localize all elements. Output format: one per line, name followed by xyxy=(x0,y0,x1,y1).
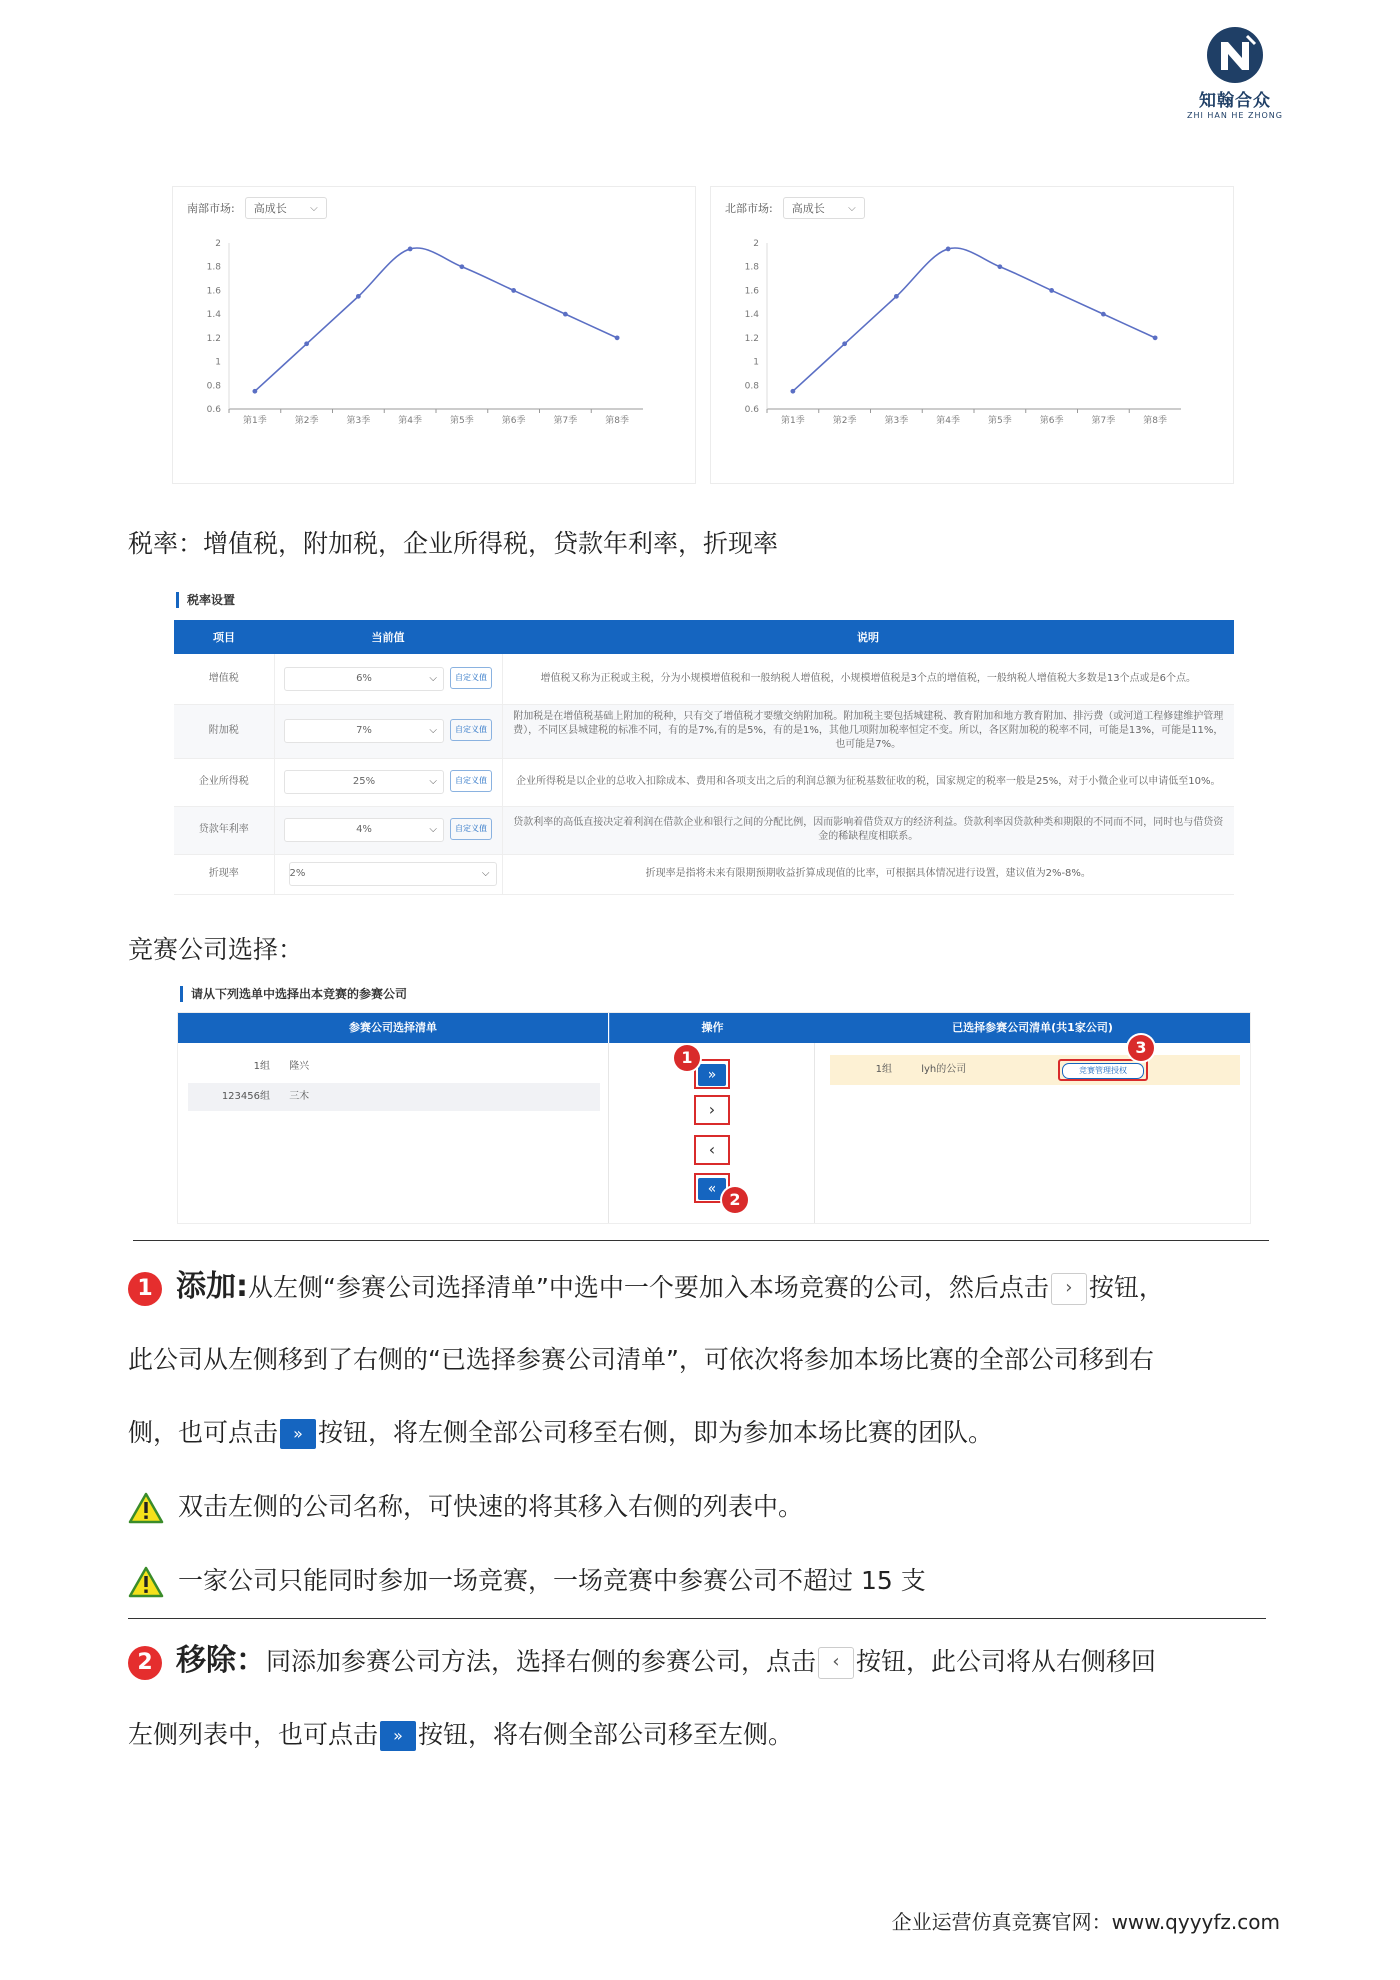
line-chart-south xyxy=(173,227,695,483)
warning-icon xyxy=(128,1492,164,1524)
data-point xyxy=(408,247,413,252)
y-tick-label: 0.6 xyxy=(206,405,221,415)
divider-rule xyxy=(128,1618,1266,1619)
col-header-value: 当前值 xyxy=(274,620,502,654)
chevron-left-icon: ‹ xyxy=(708,1140,716,1159)
select-value: 2% xyxy=(289,868,306,879)
chevron-down-icon: ⌵ xyxy=(481,868,490,879)
tax-value-select[interactable] xyxy=(284,770,444,794)
tax-name: 折现率 xyxy=(174,854,274,894)
y-tick-label: 0.8 xyxy=(744,381,759,392)
x-tick-label: 第8季 xyxy=(1143,416,1167,426)
select-value: 4% xyxy=(356,824,372,835)
y-tick-label: 1.4 xyxy=(744,310,759,321)
select-value: 高成长 xyxy=(791,202,825,215)
chart-panel-north xyxy=(710,186,1234,484)
tip-text: 双击左侧的公司名称，可快速的将其移入右侧的列表中。 xyxy=(178,1492,804,1521)
add-all-button[interactable] xyxy=(694,1059,730,1089)
select-value: 6% xyxy=(356,672,372,684)
chevron-left-icon: ‹ xyxy=(818,1647,854,1679)
add-text: 从左侧“参赛公司选择清单”中选中一个要加入本场竞赛的公司，然后点击 xyxy=(248,1273,1049,1302)
y-tick-label: 1.4 xyxy=(206,310,221,321)
data-point xyxy=(304,341,309,346)
series-line xyxy=(255,248,617,391)
remove-text: 按钮，将右侧全部公司移至左侧。 xyxy=(418,1720,794,1749)
x-tick-label: 第6季 xyxy=(501,416,526,426)
company-name: 三木 xyxy=(289,1091,310,1102)
tax-desc: 贷款利率的高低直接决定着利润在借款企业和银行之间的分配比例，因而影响着借贷双方的经济利益。贷款利率因贷款种类和期限的不同而不同，同时也与借贷资金的稀缺程度相联系。 xyxy=(502,806,1234,854)
remove-text: 按钮，此公司将从右侧移回 xyxy=(856,1647,1157,1676)
col-header-actions: 操作 xyxy=(609,1013,816,1043)
company-group: 123456组 xyxy=(221,1091,270,1102)
x-tick-label: 第8季 xyxy=(605,416,629,426)
tax-panel-title: 税率设置 xyxy=(176,592,235,608)
tip-item xyxy=(128,1566,926,1598)
market-filter xyxy=(187,197,327,219)
company-group: 1组 xyxy=(253,1061,270,1072)
chevron-down-icon: ⌵ xyxy=(310,203,318,214)
grant-management-label: 竞赛管理授权 xyxy=(1062,1063,1144,1079)
tax-name: 增值税 xyxy=(174,654,274,704)
col-header-desc: 说明 xyxy=(502,620,1234,654)
tip-text: 一家公司只能同时参加一场竞赛，一场竞赛中参赛公司不超过 15 支 xyxy=(178,1566,926,1595)
tax-desc: 增值税又称为正税或主税，分为小规模增值税和一般纳税人增值税，小规模增值税是3个点的增值税，一般纳税人增值税大多数是13个点或是6个点。 xyxy=(502,654,1234,704)
custom-value-button[interactable]: 自定义值 xyxy=(450,770,492,792)
company-name: 隆兴 xyxy=(289,1061,310,1072)
data-point xyxy=(459,264,464,269)
chevron-right-icon: › xyxy=(1051,1273,1087,1305)
data-point xyxy=(894,294,899,299)
x-tick-label: 第2季 xyxy=(832,416,857,426)
y-tick-label: 1.8 xyxy=(206,262,221,273)
tax-value-select[interactable] xyxy=(284,667,444,691)
remove-text: 同添加参赛公司方法，选择右侧的参赛公司，点击 xyxy=(266,1647,817,1676)
tax-name: 贷款年利率 xyxy=(174,806,274,854)
double-chevron-right-icon: » xyxy=(280,1419,316,1449)
tax-desc: 折现率是指将未来有限期预期收益折算成现值的比率，可根据具体情况进行设置，建议值为2%-8%。 xyxy=(502,854,1234,894)
data-point xyxy=(1101,312,1106,317)
y-tick-label: 1 xyxy=(215,357,221,368)
add-text: 按钮，将左侧全部公司移至右侧，即为参加本场比赛的团队。 xyxy=(318,1418,994,1447)
heading-tax: 税率：增值税，附加税，企业所得税，贷款年利率，折现率 xyxy=(128,529,779,558)
company-panel-title: 请从下列选单中选择出本竞赛的参赛公司 xyxy=(180,986,407,1002)
heading-company: 竞赛公司选择： xyxy=(128,935,304,964)
col-header-item: 项目 xyxy=(174,620,274,654)
add-button[interactable] xyxy=(694,1095,730,1125)
data-point xyxy=(356,294,361,299)
tax-desc: 企业所得税是以企业的总收入扣除成本、费用和各项支出之后的利润总额为征税基数征收的税，国家规定的税率一般是25%，对于小微企业可以申请低至10%。 xyxy=(502,758,1234,806)
x-tick-label: 第4季 xyxy=(936,416,960,426)
company-selector xyxy=(177,1012,1251,1224)
y-tick-label: 1.8 xyxy=(744,262,759,273)
company-logo xyxy=(1180,26,1290,126)
data-point xyxy=(252,389,257,394)
list-item[interactable] xyxy=(188,1053,600,1081)
x-tick-label: 第6季 xyxy=(1039,416,1064,426)
y-tick-label: 1.2 xyxy=(744,333,759,344)
chevron-down-icon: ⌵ xyxy=(848,203,856,214)
data-point xyxy=(615,335,620,340)
table-row xyxy=(174,758,1234,806)
x-tick-label: 第7季 xyxy=(1091,416,1116,426)
y-tick-label: 1.2 xyxy=(206,333,221,344)
grant-management-button[interactable] xyxy=(1058,1059,1148,1081)
remove-paragraph-line1 xyxy=(128,1643,1157,1680)
x-tick-label: 第5季 xyxy=(450,416,474,426)
custom-value-button[interactable]: 自定义值 xyxy=(450,667,492,689)
tax-value-select[interactable] xyxy=(284,719,444,743)
logo-text-en: ZHI HAN HE ZHONG xyxy=(1186,111,1283,120)
data-point xyxy=(842,341,847,346)
col-header-available: 参赛公司选择清单 xyxy=(178,1013,608,1043)
y-tick-label: 1 xyxy=(753,357,759,368)
step-number-2: 2 xyxy=(128,1646,162,1680)
add-title-colon: : xyxy=(236,1269,248,1304)
select-value: 7% xyxy=(356,725,372,736)
table-row xyxy=(174,854,1234,894)
table-row xyxy=(174,806,1234,854)
y-tick-label: 1.6 xyxy=(744,286,759,297)
remove-text: 左侧列表中，也可点击 xyxy=(128,1720,379,1749)
market-select[interactable] xyxy=(245,197,327,219)
chevron-down-icon: ⌵ xyxy=(429,776,437,787)
x-tick-label: 第1季 xyxy=(243,416,267,426)
y-tick-label: 2 xyxy=(215,239,221,249)
x-tick-label: 第1季 xyxy=(781,416,805,426)
filter-label: 北部市场: xyxy=(725,202,773,215)
select-value: 高成长 xyxy=(253,202,287,215)
tip-item xyxy=(128,1492,803,1524)
y-tick-label: 0.8 xyxy=(206,381,221,392)
tax-value-select[interactable] xyxy=(289,862,497,886)
remove-title: 移除 xyxy=(176,1643,236,1678)
company-group: 1组 xyxy=(875,1064,892,1075)
data-point xyxy=(563,312,568,317)
double-chevron-right-icon: » xyxy=(380,1721,416,1751)
x-tick-label: 第5季 xyxy=(988,416,1012,426)
line-chart-north xyxy=(711,227,1233,483)
chevron-down-icon: ⌵ xyxy=(429,672,437,684)
double-chevron-left-icon: « xyxy=(698,1178,726,1200)
step-number-1: 1 xyxy=(128,1272,162,1306)
divider xyxy=(608,1043,609,1223)
x-tick-label: 第4季 xyxy=(398,416,422,426)
y-tick-label: 0.6 xyxy=(744,405,759,415)
add-text: 按钮， xyxy=(1088,1273,1164,1302)
y-tick-label: 2 xyxy=(753,239,759,249)
x-tick-label: 第3季 xyxy=(346,416,371,426)
step-badge-3: 3 xyxy=(1128,1035,1154,1061)
market-filter xyxy=(725,197,865,219)
add-paragraph-line3 xyxy=(128,1418,993,1449)
tax-name: 企业所得税 xyxy=(174,758,274,806)
step-badge-1: 1 xyxy=(674,1045,700,1071)
tax-value-select[interactable] xyxy=(284,818,444,842)
company-name: lyh的公司 xyxy=(921,1064,967,1075)
data-point xyxy=(946,247,951,252)
table-row xyxy=(174,704,1234,758)
chevron-down-icon: ⌵ xyxy=(429,824,437,835)
remove-paragraph-line2 xyxy=(128,1720,793,1751)
data-point xyxy=(1049,288,1054,293)
selected-item[interactable] xyxy=(830,1055,1240,1085)
remove-button[interactable] xyxy=(694,1135,730,1165)
series-line xyxy=(793,248,1155,391)
chevron-right-icon: › xyxy=(708,1100,716,1119)
tax-desc: 附加税是在增值税基础上附加的税种，只有交了增值税才要缴交纳附加税。附加税主要包括城建税、教育附加和地方教育附加、排污费（或河道工程修建维护管理费），不同区县城建税的标准不同，有的是7%,有的是5%，有的是1%，其他几项附加税率恒定不变。所以，各区附加税的税率不同，可能是13%，可能是11%，也可能是7%。 xyxy=(502,704,1234,758)
x-tick-label: 第3季 xyxy=(884,416,909,426)
add-paragraph-line1 xyxy=(128,1269,1164,1306)
table-row xyxy=(174,654,1234,704)
divider xyxy=(814,1043,815,1223)
divider-rule xyxy=(133,1240,1269,1241)
warning-icon xyxy=(128,1566,164,1598)
chart-panel-south xyxy=(172,186,696,484)
y-tick-label: 1.6 xyxy=(206,286,221,297)
chevron-down-icon: ⌵ xyxy=(429,725,437,736)
logo-mark-icon xyxy=(1203,26,1267,84)
data-point xyxy=(997,264,1002,269)
select-value: 25% xyxy=(352,776,376,787)
filter-label: 南部市场: xyxy=(187,202,235,215)
tax-name: 附加税 xyxy=(174,704,274,758)
data-point xyxy=(511,288,516,293)
tax-table xyxy=(174,620,1234,895)
logo-text-cn: 知翰合众 xyxy=(1199,91,1271,111)
custom-value-button[interactable]: 自定义值 xyxy=(450,818,492,840)
add-paragraph-line2: 此公司从左侧移到了右侧的“已选择参赛公司清单”，可依次将参加本场比赛的全部公司移到右 xyxy=(128,1345,1154,1374)
x-tick-label: 第7季 xyxy=(553,416,578,426)
x-tick-label: 第2季 xyxy=(294,416,319,426)
step-badge-2: 2 xyxy=(722,1187,748,1213)
add-text: 侧，也可点击 xyxy=(128,1418,279,1447)
custom-value-button[interactable]: 自定义值 xyxy=(450,719,492,741)
footer-website: 企业运营仿真竞赛官网：www.qyyyfz.com xyxy=(891,1910,1280,1934)
col-header-selected: 已选择参赛公司清单(共1家公司) xyxy=(815,1013,1250,1043)
market-select[interactable] xyxy=(783,197,865,219)
double-chevron-right-icon: » xyxy=(698,1064,726,1086)
list-item[interactable] xyxy=(188,1083,600,1111)
data-point xyxy=(1153,335,1158,340)
add-title: 添加 xyxy=(176,1269,236,1304)
remove-title-colon: ： xyxy=(236,1643,266,1678)
data-point xyxy=(790,389,795,394)
